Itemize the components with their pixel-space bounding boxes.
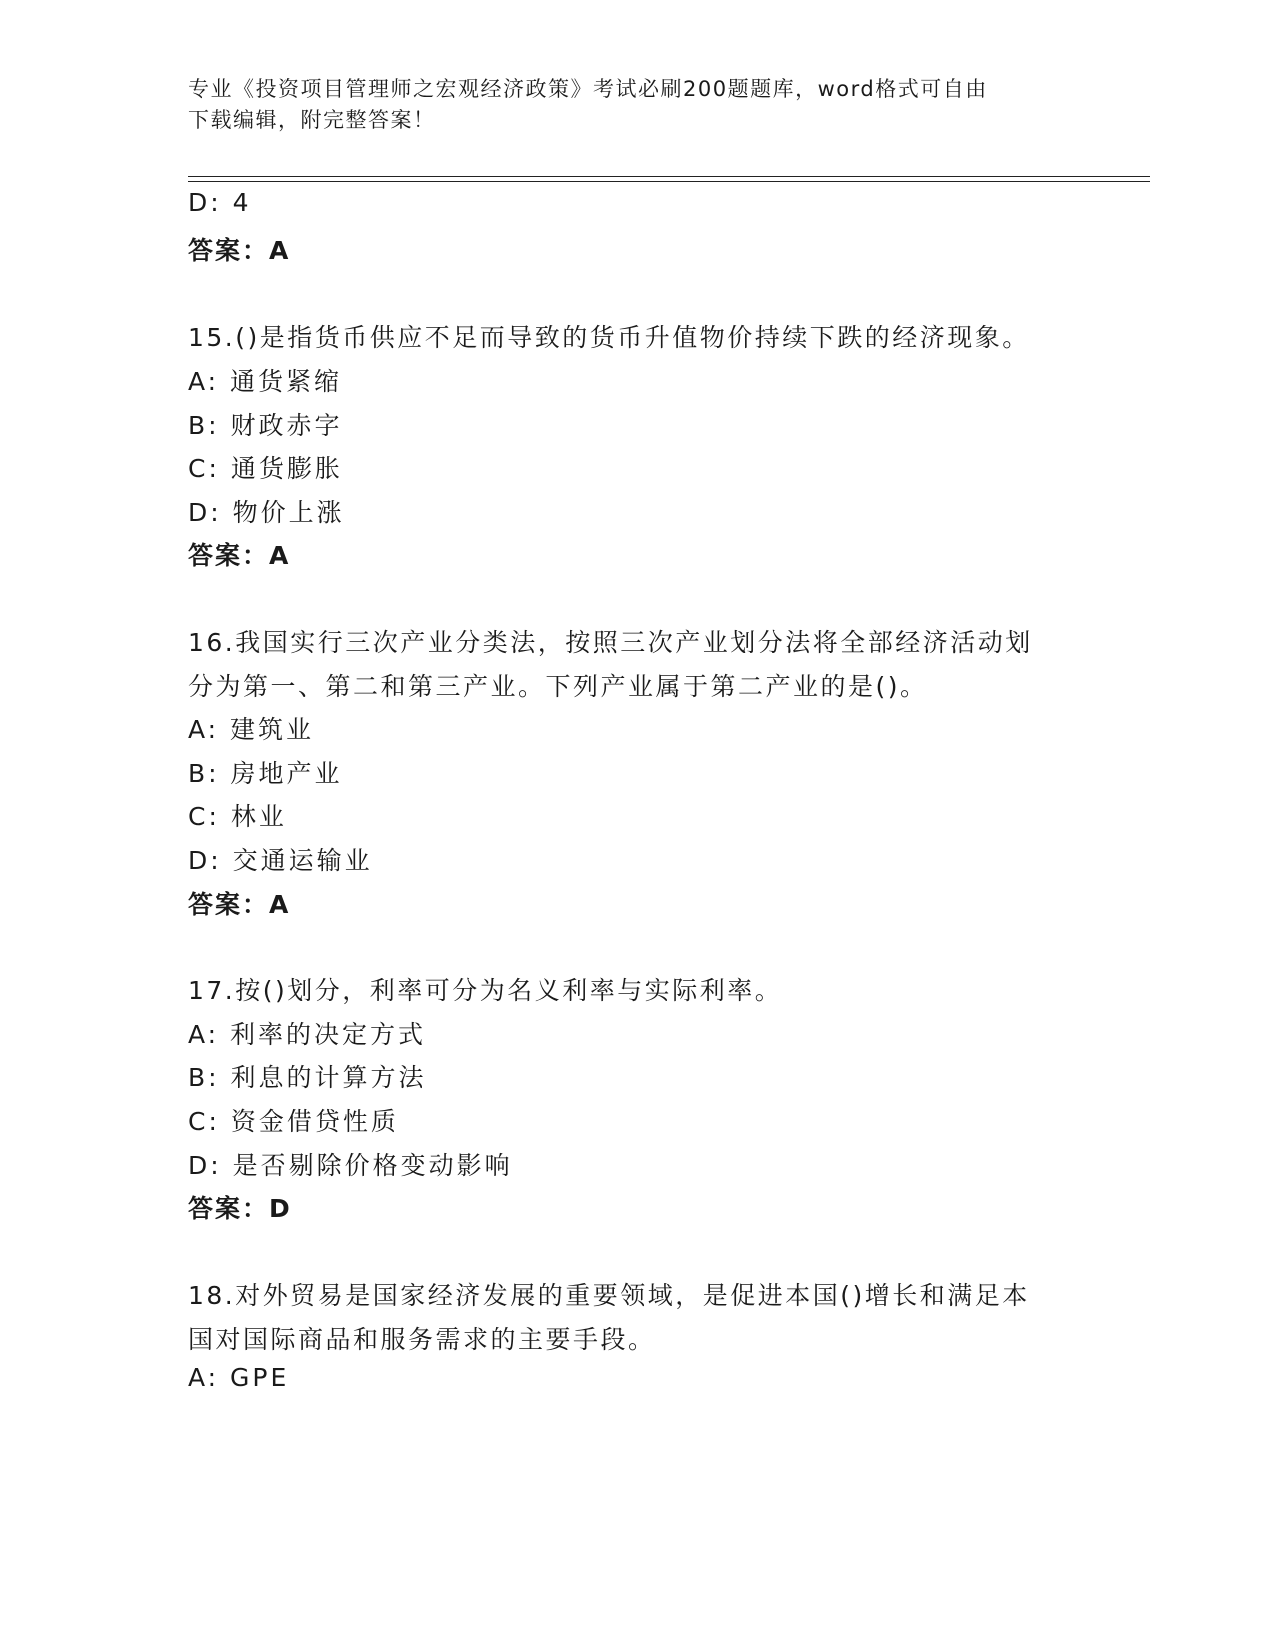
header-divider-bottom: [188, 181, 1150, 182]
q17-stem: 17.按()划分，利率可分为名义利率与实际利率。: [188, 976, 783, 1005]
q15-option-c: C: 通货膨胀: [188, 454, 343, 483]
q15-stem: 15.()是指货币供应不足而导致的货币升值物价持续下跌的经济现象。: [188, 323, 1030, 352]
q17-option-b: B: 利息的计算方法: [188, 1063, 427, 1092]
q15-option-d: D: 物价上涨: [188, 498, 345, 527]
header-line-2: 下载编辑，附完整答案！: [188, 108, 436, 132]
q17-option-d: D: 是否剔除价格变动影响: [188, 1151, 513, 1180]
q15-answer: 答案：A: [188, 541, 291, 570]
q14-option-d: D: 4: [188, 188, 252, 217]
q18-stem-line-2: 国对国际商品和服务需求的主要手段。: [188, 1325, 656, 1354]
q16-stem-line-1: 16.我国实行三次产业分类法，按照三次产业划分法将全部经济活动划: [188, 628, 1033, 657]
q16-stem-line-2: 分为第一、第二和第三产业。下列产业属于第二产业的是()。: [188, 672, 928, 701]
q16-option-b: B: 房地产业: [188, 759, 343, 788]
q16-answer: 答案：A: [188, 890, 291, 919]
q16-option-a: A: 建筑业: [188, 715, 315, 744]
header-divider-top: [188, 176, 1150, 177]
q15-option-a: A: 通货紧缩: [188, 367, 343, 396]
q16-option-d: D: 交通运输业: [188, 846, 373, 875]
q18-option-a: A: GPE: [188, 1363, 290, 1392]
q14-answer: 答案：A: [188, 236, 291, 265]
q16-option-c: C: 林业: [188, 802, 287, 831]
q15-option-b: B: 财政赤字: [188, 411, 343, 440]
page-header: [188, 74, 1088, 136]
q17-answer: 答案：D: [188, 1194, 292, 1223]
q18-stem-line-1: 18.对外贸易是国家经济发展的重要领域，是促进本国()增长和满足本: [188, 1281, 1030, 1310]
q17-option-a: A: 利率的决定方式: [188, 1020, 427, 1049]
q17-option-c: C: 资金借贷性质: [188, 1107, 399, 1136]
header-line-1: 专业《投资项目管理师之宏观经济政策》考试必刷200题题库，word格式可自由: [188, 77, 988, 101]
